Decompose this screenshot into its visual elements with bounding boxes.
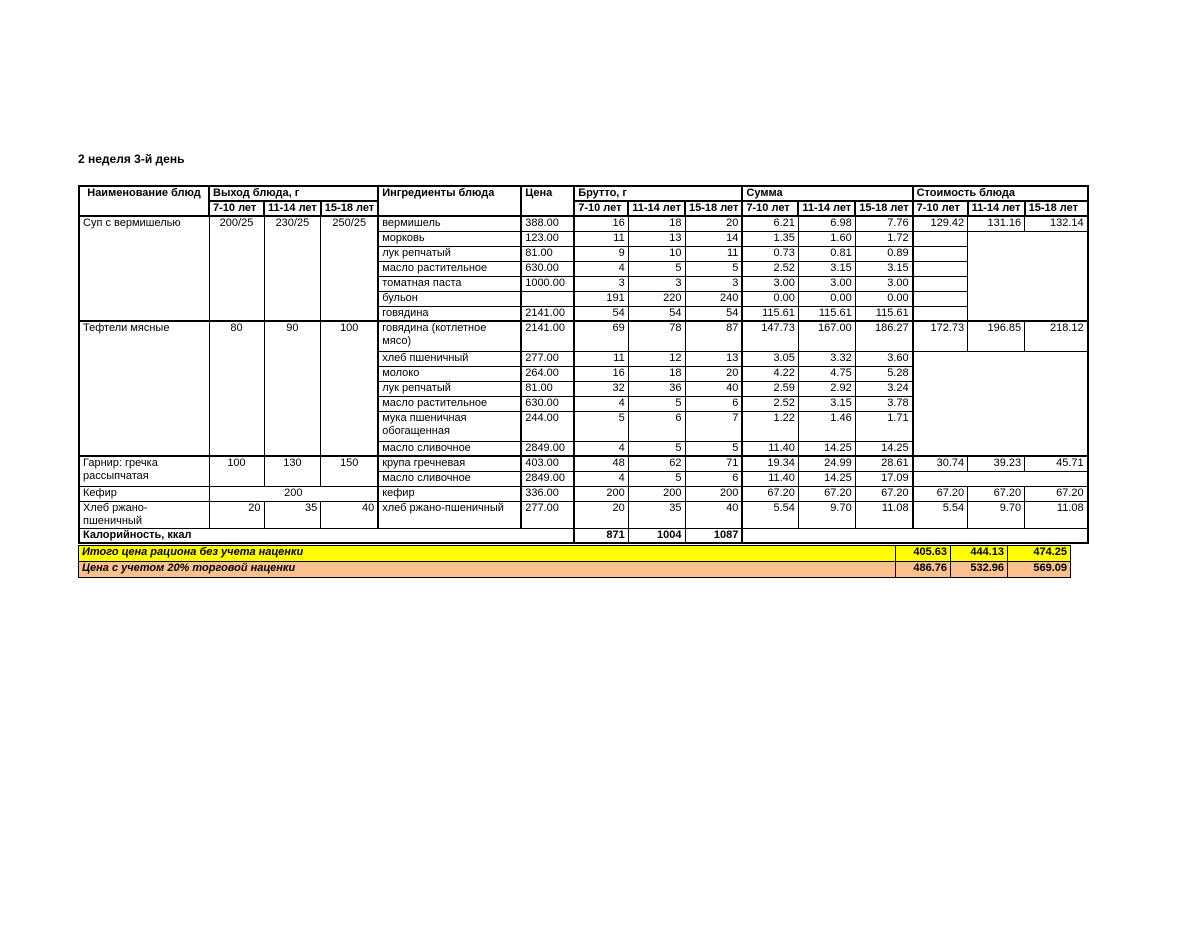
ingredient-cell: масло сливочное bbox=[378, 471, 521, 486]
sum-cell: 14.25 bbox=[798, 441, 855, 456]
portion-cell: 200/25 bbox=[209, 216, 264, 321]
markup-value-cell: 532.96 bbox=[951, 562, 1008, 578]
sum-cell: 1.60 bbox=[798, 231, 855, 246]
cost-cell: 132.14 bbox=[1025, 216, 1088, 231]
empty-cell bbox=[913, 291, 968, 306]
sum-cell: 167.00 bbox=[798, 321, 855, 351]
cost-cell: 218.12 bbox=[1025, 321, 1088, 351]
col-header-cost: Стоимость блюда bbox=[913, 186, 1088, 201]
sum-cell: 1.46 bbox=[798, 411, 855, 441]
sum-cell: 3.15 bbox=[855, 261, 912, 276]
cost-cell: 67.20 bbox=[913, 486, 968, 501]
calories-value-cell: 871 bbox=[574, 528, 628, 543]
ingredient-cell: хлеб ржано-пшеничный bbox=[378, 501, 521, 528]
sum-cell: 3.15 bbox=[798, 261, 855, 276]
col-header-gross: Брутто, г bbox=[574, 186, 742, 201]
gross-cell: 5 bbox=[685, 441, 742, 456]
totals-label-cell: Итого цена рациона без учета наценки bbox=[79, 546, 896, 562]
sum-cell: 1.72 bbox=[855, 231, 912, 246]
sum-cell: 11.40 bbox=[742, 441, 798, 456]
cost-cell: 39.23 bbox=[968, 456, 1025, 471]
header-row-ages bbox=[79, 201, 1088, 216]
sum-cell: 67.20 bbox=[798, 486, 855, 501]
empty-cell bbox=[913, 471, 1088, 486]
gross-cell: 16 bbox=[574, 366, 628, 381]
sum-cell: 14.25 bbox=[855, 441, 912, 456]
sum-cell: 67.20 bbox=[742, 486, 798, 501]
sum-cell: 0.89 bbox=[855, 246, 912, 261]
cost-cell: 45.71 bbox=[1025, 456, 1088, 471]
sum-cell: 4.22 bbox=[742, 366, 798, 381]
sum-cell: 28.61 bbox=[855, 456, 912, 471]
gross-cell: 191 bbox=[574, 291, 628, 306]
gross-cell: 4 bbox=[574, 441, 628, 456]
gross-cell: 20 bbox=[685, 366, 742, 381]
sum-cell: 3.00 bbox=[855, 276, 912, 291]
sum-cell: 17.09 bbox=[855, 471, 912, 486]
sum-cell: 3.32 bbox=[798, 351, 855, 366]
ingredient-cell: масло сливочное bbox=[378, 441, 521, 456]
gross-cell: 4 bbox=[574, 396, 628, 411]
table-row bbox=[79, 321, 1088, 351]
gross-cell: 20 bbox=[574, 501, 628, 528]
menu-table bbox=[78, 185, 1089, 544]
sum-cell: 2.59 bbox=[742, 381, 798, 396]
portion-cell: 90 bbox=[264, 321, 321, 456]
ingredient-cell: мука пшеничная обогащенная bbox=[378, 411, 521, 441]
empty-cell bbox=[742, 528, 1087, 543]
gross-cell: 54 bbox=[574, 306, 628, 321]
age-header: 11-14 лет bbox=[264, 201, 321, 216]
price-cell bbox=[521, 291, 574, 306]
ingredient-cell: масло растительное bbox=[378, 396, 521, 411]
age-header: 11-14 лет bbox=[968, 201, 1025, 216]
gross-cell: 200 bbox=[574, 486, 628, 501]
ingredient-cell: говядина (котлетное мясо) bbox=[378, 321, 521, 351]
portion-cell: 40 bbox=[321, 501, 378, 528]
age-header: 15-18 лет bbox=[1025, 201, 1088, 216]
sum-cell: 3.00 bbox=[742, 276, 798, 291]
sum-cell: 2.52 bbox=[742, 396, 798, 411]
age-header: 15-18 лет bbox=[685, 201, 742, 216]
calories-value-cell: 1087 bbox=[685, 528, 742, 543]
sum-cell: 7.76 bbox=[855, 216, 912, 231]
empty-cell bbox=[913, 246, 968, 261]
cost-cell: 129.42 bbox=[913, 216, 968, 231]
calories-label-cell: Калорийность, ккал bbox=[79, 528, 574, 543]
table-row bbox=[79, 456, 1088, 471]
dish-name-cell: Гарнир: гречка рассыпчатая bbox=[79, 456, 209, 486]
col-header-output: Выход блюда, г bbox=[209, 186, 378, 201]
sum-cell: 9.70 bbox=[798, 501, 855, 528]
sum-cell: 115.61 bbox=[798, 306, 855, 321]
gross-cell: 18 bbox=[628, 216, 685, 231]
cost-cell: 67.20 bbox=[968, 486, 1025, 501]
sum-cell: 0.00 bbox=[798, 291, 855, 306]
price-cell: 403.00 bbox=[521, 456, 574, 471]
col-header-sum: Сумма bbox=[742, 186, 912, 201]
gross-cell: 5 bbox=[685, 261, 742, 276]
portion-cell: 35 bbox=[264, 501, 321, 528]
cost-cell: 5.54 bbox=[913, 501, 968, 528]
ingredient-cell: вермишель bbox=[378, 216, 521, 231]
totals-value-cell: 444.13 bbox=[951, 546, 1008, 562]
portion-cell: 100 bbox=[321, 321, 378, 456]
gross-cell: 220 bbox=[628, 291, 685, 306]
portion-cell: 20 bbox=[209, 501, 264, 528]
price-cell: 264.00 bbox=[521, 366, 574, 381]
cost-cell: 172.73 bbox=[913, 321, 968, 351]
cost-cell: 67.20 bbox=[1025, 486, 1088, 501]
gross-cell: 62 bbox=[628, 456, 685, 471]
gross-cell: 11 bbox=[574, 351, 628, 366]
ingredient-cell: крупа гречневая bbox=[378, 456, 521, 471]
sum-cell: 186.27 bbox=[855, 321, 912, 351]
table-row bbox=[79, 501, 1088, 528]
gross-cell: 6 bbox=[685, 471, 742, 486]
gross-cell: 16 bbox=[574, 216, 628, 231]
sum-cell: 115.61 bbox=[855, 306, 912, 321]
ingredient-cell: лук репчатый bbox=[378, 246, 521, 261]
gross-cell: 87 bbox=[685, 321, 742, 351]
dish-name-cell: Кефир bbox=[79, 486, 209, 501]
table-row bbox=[79, 528, 1088, 543]
empty-cell bbox=[913, 306, 968, 321]
age-header: 15-18 лет bbox=[321, 201, 378, 216]
dish-name-cell: Хлеб ржано-пшеничный bbox=[79, 501, 209, 528]
portion-cell: 150 bbox=[321, 456, 378, 486]
gross-cell: 5 bbox=[574, 411, 628, 441]
sum-cell: 4.75 bbox=[798, 366, 855, 381]
markup-value-cell: 569.09 bbox=[1008, 562, 1071, 578]
gross-cell: 200 bbox=[685, 486, 742, 501]
sum-cell: 3.05 bbox=[742, 351, 798, 366]
gross-cell: 240 bbox=[685, 291, 742, 306]
gross-cell: 40 bbox=[685, 501, 742, 528]
gross-cell: 13 bbox=[628, 231, 685, 246]
sum-cell: 1.71 bbox=[855, 411, 912, 441]
gross-cell: 12 bbox=[628, 351, 685, 366]
cost-cell: 9.70 bbox=[968, 501, 1025, 528]
gross-cell: 7 bbox=[685, 411, 742, 441]
sum-cell: 6.98 bbox=[798, 216, 855, 231]
gross-cell: 4 bbox=[574, 471, 628, 486]
portion-cell: 250/25 bbox=[321, 216, 378, 321]
gross-cell: 11 bbox=[574, 231, 628, 246]
sum-cell: 24.99 bbox=[798, 456, 855, 471]
price-cell: 336.00 bbox=[521, 486, 574, 501]
sum-cell: 2.52 bbox=[742, 261, 798, 276]
gross-cell: 14 bbox=[685, 231, 742, 246]
dish-name-cell: Суп с вермишелью bbox=[79, 216, 209, 321]
price-cell: 81.00 bbox=[521, 246, 574, 261]
portion-cell: 100 bbox=[209, 456, 264, 486]
gross-cell: 48 bbox=[574, 456, 628, 471]
sum-cell: 5.54 bbox=[742, 501, 798, 528]
price-cell: 2849.00 bbox=[521, 471, 574, 486]
col-header-price: Цена bbox=[521, 186, 574, 216]
age-header: 15-18 лет bbox=[855, 201, 912, 216]
sum-cell: 11.08 bbox=[855, 501, 912, 528]
ingredient-cell: молоко bbox=[378, 366, 521, 381]
price-cell: 630.00 bbox=[521, 261, 574, 276]
gross-cell: 54 bbox=[628, 306, 685, 321]
gross-cell: 20 bbox=[685, 216, 742, 231]
ingredient-cell: томатная паста bbox=[378, 276, 521, 291]
gross-cell: 10 bbox=[628, 246, 685, 261]
gross-cell: 6 bbox=[628, 411, 685, 441]
markup-row bbox=[79, 562, 1071, 578]
age-header: 11-14 лет bbox=[798, 201, 855, 216]
gross-cell: 5 bbox=[628, 261, 685, 276]
sum-cell: 5.28 bbox=[855, 366, 912, 381]
gross-cell: 40 bbox=[685, 381, 742, 396]
price-cell: 630.00 bbox=[521, 396, 574, 411]
price-cell: 81.00 bbox=[521, 381, 574, 396]
sum-cell: 0.73 bbox=[742, 246, 798, 261]
header-row-groups bbox=[79, 186, 1088, 201]
price-cell: 1000.00 bbox=[521, 276, 574, 291]
gross-cell: 36 bbox=[628, 381, 685, 396]
gross-cell: 18 bbox=[628, 366, 685, 381]
sum-cell: 14.25 bbox=[798, 471, 855, 486]
sum-cell: 2.92 bbox=[798, 381, 855, 396]
price-cell: 2141.00 bbox=[521, 321, 574, 351]
sum-cell: 3.00 bbox=[798, 276, 855, 291]
gross-cell: 5 bbox=[628, 441, 685, 456]
sum-cell: 1.35 bbox=[742, 231, 798, 246]
price-cell: 123.00 bbox=[521, 231, 574, 246]
sum-cell: 3.24 bbox=[855, 381, 912, 396]
totals-value-cell: 405.63 bbox=[896, 546, 951, 562]
totals-value-cell: 474.25 bbox=[1008, 546, 1071, 562]
markup-label-cell: Цена с учетом 20% торговой наценки bbox=[79, 562, 896, 578]
price-cell: 2141.00 bbox=[521, 306, 574, 321]
totals-table bbox=[78, 545, 1071, 578]
price-cell: 277.00 bbox=[521, 351, 574, 366]
gross-cell: 54 bbox=[685, 306, 742, 321]
col-header-dish-name: Наименование блюд bbox=[79, 186, 209, 216]
empty-cell bbox=[968, 231, 1088, 321]
ingredient-cell: бульон bbox=[378, 291, 521, 306]
gross-cell: 9 bbox=[574, 246, 628, 261]
sum-cell: 3.78 bbox=[855, 396, 912, 411]
empty-cell bbox=[913, 276, 968, 291]
portion-cell: 200 bbox=[209, 486, 378, 501]
gross-cell: 3 bbox=[685, 276, 742, 291]
age-header: 7-10 лет bbox=[574, 201, 628, 216]
portion-cell: 230/25 bbox=[264, 216, 321, 321]
gross-cell: 200 bbox=[628, 486, 685, 501]
sum-cell: 1.22 bbox=[742, 411, 798, 441]
gross-cell: 3 bbox=[574, 276, 628, 291]
ingredient-cell: лук репчатый bbox=[378, 381, 521, 396]
table-row bbox=[79, 216, 1088, 231]
price-cell: 2849.00 bbox=[521, 441, 574, 456]
gross-cell: 69 bbox=[574, 321, 628, 351]
price-cell: 277.00 bbox=[521, 501, 574, 528]
gross-cell: 78 bbox=[628, 321, 685, 351]
sum-cell: 0.81 bbox=[798, 246, 855, 261]
table-row bbox=[79, 486, 1088, 501]
empty-cell bbox=[913, 231, 968, 246]
ingredient-cell: говядина bbox=[378, 306, 521, 321]
gross-cell: 71 bbox=[685, 456, 742, 471]
dish-name-cell: Тефтели мясные bbox=[79, 321, 209, 456]
age-header: 11-14 лет bbox=[628, 201, 685, 216]
age-header: 7-10 лет bbox=[209, 201, 264, 216]
sum-cell: 0.00 bbox=[855, 291, 912, 306]
portion-cell: 80 bbox=[209, 321, 264, 456]
price-cell: 388.00 bbox=[521, 216, 574, 231]
ingredient-cell: масло растительное bbox=[378, 261, 521, 276]
ingredient-cell: морковь bbox=[378, 231, 521, 246]
markup-value-cell: 486.76 bbox=[896, 562, 951, 578]
empty-cell bbox=[913, 261, 968, 276]
ingredient-cell: кефир bbox=[378, 486, 521, 501]
sum-cell: 67.20 bbox=[855, 486, 912, 501]
ingredient-cell: хлеб пшеничный bbox=[378, 351, 521, 366]
sheet-title: 2 неделя 3-й день bbox=[78, 152, 185, 166]
gross-cell: 5 bbox=[628, 396, 685, 411]
cost-cell: 11.08 bbox=[1025, 501, 1088, 528]
gross-cell: 6 bbox=[685, 396, 742, 411]
age-header: 7-10 лет bbox=[913, 201, 968, 216]
sum-cell: 3.60 bbox=[855, 351, 912, 366]
empty-cell bbox=[913, 351, 1088, 456]
gross-cell: 4 bbox=[574, 261, 628, 276]
cost-cell: 196.85 bbox=[968, 321, 1025, 351]
col-header-ingredients: Ингредиенты блюда bbox=[378, 186, 521, 216]
sum-cell: 6.21 bbox=[742, 216, 798, 231]
age-header: 7-10 лет bbox=[742, 201, 798, 216]
sum-cell: 0.00 bbox=[742, 291, 798, 306]
sum-cell: 115.61 bbox=[742, 306, 798, 321]
cost-cell: 131.16 bbox=[968, 216, 1025, 231]
portion-cell: 130 bbox=[264, 456, 321, 486]
gross-cell: 35 bbox=[628, 501, 685, 528]
price-cell: 244.00 bbox=[521, 411, 574, 441]
cost-cell: 30.74 bbox=[913, 456, 968, 471]
gross-cell: 5 bbox=[628, 471, 685, 486]
sum-cell: 147.73 bbox=[742, 321, 798, 351]
sum-cell: 3.15 bbox=[798, 396, 855, 411]
sum-cell: 11.40 bbox=[742, 471, 798, 486]
gross-cell: 32 bbox=[574, 381, 628, 396]
gross-cell: 13 bbox=[685, 351, 742, 366]
gross-cell: 3 bbox=[628, 276, 685, 291]
totals-row bbox=[79, 546, 1071, 562]
gross-cell: 11 bbox=[685, 246, 742, 261]
calories-value-cell: 1004 bbox=[628, 528, 685, 543]
sum-cell: 19.34 bbox=[742, 456, 798, 471]
